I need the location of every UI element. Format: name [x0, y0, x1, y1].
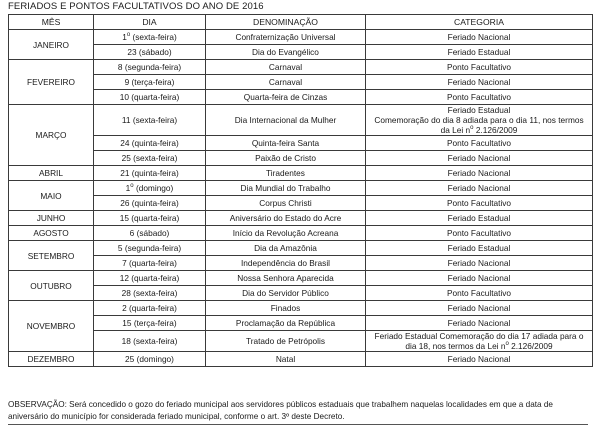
cell-denomination: Carnaval — [206, 60, 366, 75]
cell-category: Feriado Nacional — [366, 352, 593, 367]
table-row — [9, 45, 593, 60]
table-row — [9, 226, 593, 241]
cell-denomination: Corpus Christi — [206, 196, 366, 211]
page-title: FERIADOS E PONTOS FACULTATIVOS DO ANO DE 2016 — [8, 1, 264, 12]
table-row — [9, 286, 593, 301]
table-row — [9, 352, 593, 367]
cell-day: 6 (sábado) — [94, 226, 206, 241]
cell-day: 25 (domingo) — [94, 352, 206, 367]
cell-denomination: Aniversário do Estado do Acre — [206, 211, 366, 226]
cell-denomination: Nossa Senhora Aparecida — [206, 271, 366, 286]
cell-day: 1$^o$ (domingo) — [94, 181, 206, 196]
cell-category: Ponto Facultativo — [366, 196, 593, 211]
cell-category: Feriado Nacional — [366, 181, 593, 196]
cell-month: DEZEMBRO — [9, 352, 94, 367]
cell-day: 15 (quarta-feira) — [94, 211, 206, 226]
table-header-row — [9, 15, 593, 30]
cell-category: Ponto Facultativo — [366, 286, 593, 301]
cell-category: Feriado Nacional — [366, 30, 593, 45]
table-row — [9, 30, 593, 45]
table-row — [9, 75, 593, 90]
cell-day: 25 (sexta-feira) — [94, 151, 206, 166]
table-row — [9, 90, 593, 105]
category-multiline — [366, 331, 592, 351]
column-header-day: DIA — [94, 15, 206, 30]
cell-denomination: Paixão de Cristo — [206, 151, 366, 166]
cell-category: Feriado Nacional — [366, 271, 593, 286]
cell-category — [366, 331, 593, 352]
cell-denomination: Dia do Evangélico — [206, 45, 366, 60]
table-header — [9, 15, 593, 30]
cell-month: FEVEREIRO — [9, 60, 94, 105]
cell-category: Feriado Nacional — [366, 75, 593, 90]
cell-day: 21 (quinta-feira) — [94, 166, 206, 181]
cell-day: 15 (terça-feira) — [94, 316, 206, 331]
table-row — [9, 196, 593, 211]
cell-day: 9 (terça-feira) — [94, 75, 206, 90]
cell-month: JANEIRO — [9, 30, 94, 60]
category-line: Comemoração do dia 8 adiada para o dia 11, nos termos — [374, 115, 584, 125]
cell-category: Feriado Nacional — [366, 316, 593, 331]
cell-month: MARÇO — [9, 105, 94, 166]
cell-day: 18 (sexta-feira) — [94, 331, 206, 352]
cell-denomination: Dia Mundial do Trabalho — [206, 181, 366, 196]
cell-day: 26 (quinta-feira) — [94, 196, 206, 211]
cell-denomination: Independência do Brasil — [206, 256, 366, 271]
cell-month: MAIO — [9, 181, 94, 211]
table-row — [9, 271, 593, 286]
cell-month: OUTUBRO — [9, 271, 94, 301]
cell-category: Ponto Facultativo — [366, 136, 593, 151]
category-line: Feriado Estadual Comemoração do dia 17 adiada para o — [374, 331, 584, 341]
table-row — [9, 241, 593, 256]
cell-denomination: Dia Internacional da Mulher — [206, 105, 366, 136]
cell-category: Feriado Nacional — [366, 256, 593, 271]
cell-category: Feriado Nacional — [366, 166, 593, 181]
table-row — [9, 136, 593, 151]
column-header-month: MÊS — [9, 15, 94, 30]
cell-denomination: Quarta-feira de Cinzas — [206, 90, 366, 105]
cell-denomination: Tiradentes — [206, 166, 366, 181]
cell-denomination: Proclamação da República — [206, 316, 366, 331]
cell-category: Feriado Nacional — [366, 151, 593, 166]
cell-day: 5 (segunda-feira) — [94, 241, 206, 256]
cell-category: Ponto Facultativo — [366, 90, 593, 105]
table-body — [9, 30, 593, 367]
cell-day: 1$^o$ (sexta-feira) — [94, 30, 206, 45]
column-header-category: CATEGORIA — [366, 15, 593, 30]
category-multiline — [366, 105, 592, 135]
holidays-table — [8, 14, 593, 367]
cell-month: JUNHO — [9, 211, 94, 226]
table-row — [9, 60, 593, 75]
table-row — [9, 301, 593, 316]
cell-category: Feriado Estadual — [366, 211, 593, 226]
observation-note: OBSERVAÇÃO: Será concedido o gozo do feriado municipal aos servidores públicos estaduais que trabalhem naquelas localidades em que a data de aniversário do município for considerada feriado municipal, conforme o art. 3º deste Decreto. — [8, 400, 553, 421]
cell-month: ABRIL — [9, 166, 94, 181]
table-row — [9, 331, 593, 352]
table-row — [9, 181, 593, 196]
table-row — [9, 166, 593, 181]
cell-category: Feriado Nacional — [366, 301, 593, 316]
cell-denomination: Natal — [206, 352, 366, 367]
cell-day: 23 (sábado) — [94, 45, 206, 60]
cell-category: Feriado Estadual — [366, 45, 593, 60]
table-row — [9, 211, 593, 226]
cell-category — [366, 105, 593, 136]
cell-month: AGOSTO — [9, 226, 94, 241]
cell-day: 8 (segunda-feira) — [94, 60, 206, 75]
cell-category: Feriado Estadual — [366, 241, 593, 256]
cell-day: 7 (quarta-feira) — [94, 256, 206, 271]
cell-month: SETEMBRO — [9, 241, 94, 271]
cell-denomination: Início da Revolução Acreana — [206, 226, 366, 241]
category-line: Feriado Estadual — [447, 105, 511, 115]
cell-month: NOVEMBRO — [9, 301, 94, 352]
cell-denomination: Finados — [206, 301, 366, 316]
cell-denomination: Tratado de Petrópolis — [206, 331, 366, 352]
cell-denomination: Carnaval — [206, 75, 366, 90]
cell-day: 11 (sexta-feira) — [94, 105, 206, 136]
cell-day: 28 (sexta-feira) — [94, 286, 206, 301]
cell-day: 24 (quinta-feira) — [94, 136, 206, 151]
cell-category: Ponto Facultativo — [366, 60, 593, 75]
category-line: dia 18, nos termos da Lei $n^o$ 2.126/2009 — [405, 341, 553, 351]
column-header-denomination: DENOMINAÇÃO — [206, 15, 366, 30]
cell-denomination: Quinta-feira Santa — [206, 136, 366, 151]
cell-denomination: Dia do Servidor Público — [206, 286, 366, 301]
cell-day: 2 (quarta-feira) — [94, 301, 206, 316]
cell-day: 12 (quarta-feira) — [94, 271, 206, 286]
table-row — [9, 105, 593, 136]
table-row — [9, 256, 593, 271]
bottom-divider — [8, 424, 588, 425]
table-row — [9, 151, 593, 166]
cell-category: Ponto Facultativo — [366, 226, 593, 241]
table-row — [9, 316, 593, 331]
category-line: da Lei $n^o$ 2.126/2009 — [440, 125, 518, 135]
cell-denomination: Confraternização Universal — [206, 30, 366, 45]
cell-day: 10 (quarta-feira) — [94, 90, 206, 105]
cell-denomination: Dia da Amazônia — [206, 241, 366, 256]
